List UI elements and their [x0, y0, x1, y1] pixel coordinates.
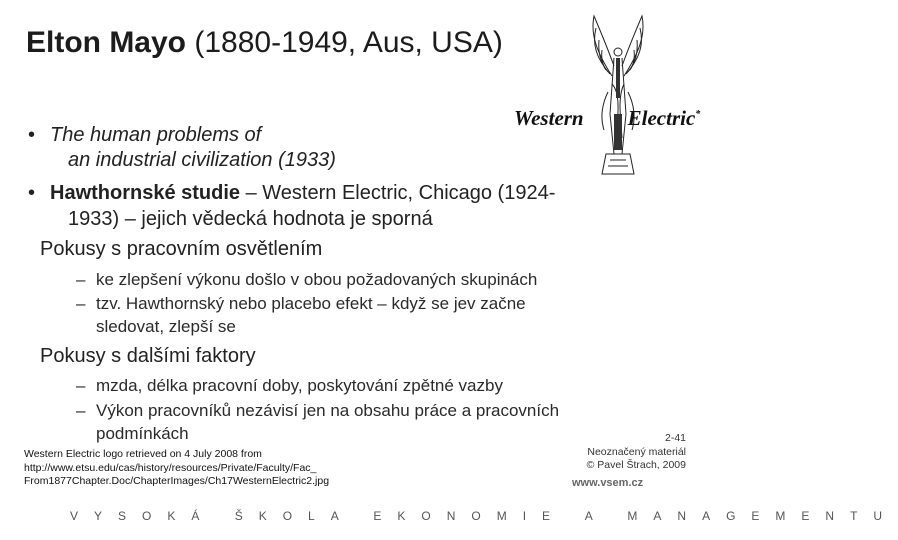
western-electric-logo: [510, 14, 720, 184]
title-rest: (1880-1949, Aus, USA): [186, 26, 503, 59]
dash-marker: –: [76, 401, 86, 420]
bullet-2-continuation: 1933) – jejich vědecká hodnota je sporná: [68, 208, 433, 230]
section-1-item-2-continuation: sledovat, zlepší se: [96, 317, 236, 336]
title-name: Elton Mayo: [26, 26, 187, 59]
bullet-2-bold: Hawthornské studie: [50, 182, 241, 204]
section-2-item-1-text: mzda, délka pracovní doby, poskytování zpětné vazby: [96, 376, 503, 395]
dash-marker: –: [76, 294, 86, 313]
bullet-2-rest: – Western Electric, Chicago (1924-: [240, 182, 556, 204]
slide-meta: [540, 432, 686, 473]
logo-wordmark: [514, 106, 700, 131]
section-2-item-2-text: Výkon pracovníků nezávisí jen na obsahu práce a pracovních: [96, 401, 560, 420]
material-label: Neoznačený materiál: [587, 445, 686, 458]
page-number: 2-41: [664, 432, 686, 444]
section-2-item-2-continuation: podmínkách: [96, 424, 189, 443]
section-2-heading: Pokusy s dalšími faktory: [40, 345, 256, 367]
section-1-item-1: [76, 270, 537, 290]
section-2-item-1: [76, 376, 503, 396]
section-2-item-2: [76, 401, 559, 421]
copyright: © Pavel Štrach, 2009: [586, 459, 686, 471]
footnote-line-3: From1877Chapter.Doc/ChapterImages/Ch17WesternElectric2.jpg: [24, 475, 330, 487]
bullet-1-line-1: The human problems of: [50, 124, 262, 146]
section-1-heading: Pokusy s pracovním osvětlením: [40, 238, 323, 260]
slide-title: [26, 26, 503, 60]
section-1-item-2: [76, 294, 526, 314]
vsem-url: www.vsem.cz: [572, 477, 644, 489]
bullet-marker: •: [28, 124, 36, 146]
image-credit-footnote: [24, 448, 329, 489]
section-1-item-1-text: ke zlepšení výkonu došlo v obou požadovaných skupinách: [96, 270, 538, 289]
dash-marker: –: [76, 376, 86, 395]
bullet-2: [28, 182, 555, 205]
bullet-marker: •: [28, 182, 36, 204]
bullet-1-continuation: an industrial civilization (1933): [68, 149, 336, 171]
logo-word-electric: Electric: [627, 106, 696, 130]
footnote-line-1: Western Electric logo retrieved on 4 July 2008 from: [24, 448, 262, 460]
winged-statue-icon: [510, 14, 720, 184]
footnote-line-2: http://www.etsu.edu/cas/history/resources/Private/Faculty/Fac_: [24, 461, 317, 474]
section-1-item-2-text: tzv. Hawthornský nebo placebo efekt – když se jev začne: [96, 294, 526, 313]
logo-trademark: *: [695, 109, 701, 120]
school-name-banner: VYSOKÁ ŠKOLA EKONOMIE A MANAGEMENTU: [70, 509, 898, 523]
logo-word-western: Western: [514, 106, 584, 130]
bullet-1: [28, 124, 261, 147]
dash-marker: –: [76, 270, 86, 289]
